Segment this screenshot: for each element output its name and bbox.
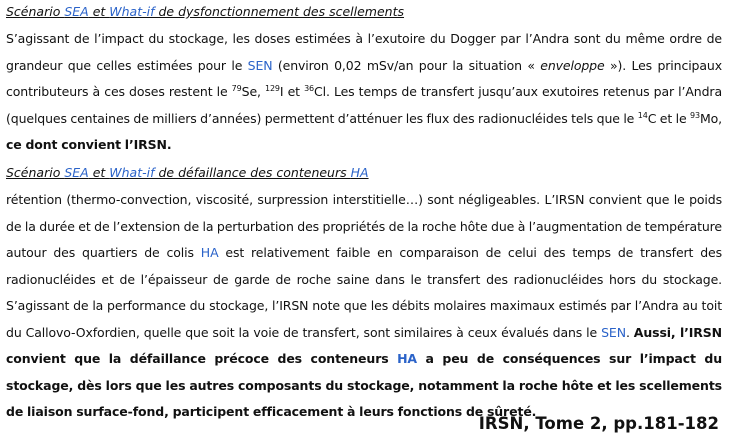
source-citation: IRSN, Tome 2, pp.181-182 [478,414,719,433]
term-enveloppe: enveloppe [540,57,605,73]
section-sealing-malfunction [6,4,722,159]
acronym-sea: SEA [64,165,89,180]
acronym-sen: SEN [601,324,626,340]
term-what-if: What-if [109,4,155,19]
section-paragraph: rétention (thermo-convection, viscosité, surpression interstitielle…) sont négligeables. L’IRSN convient que le poids de la durée et de l’extension de la perturbation des propriétés de la roche hôte due à l’augmentation de température autour des quartiers de colis HA est relativement faible en comparaison de celui des temps de transfert des radionucléides et de l’épaisseur de garde de roche saine dans le transfert des radionucléides hors du stockage. S’agissant de la performance du stockage, l’IRSN note que les débits molaires maximaux estimés par l’Andra au toit du Callovo-Oxfordien, quelle que soit la voie de transfert, sont similaires à ceux évalués dans le SEN. Aussi, l’IRSN convient que la défaillance précoce des conteneurs HA a peu de conséquences sur l’impact du stockage, dès lors que les autres composants du stockage, notamment la roche hôte et les scellements de liaison surface-fond, participent efficacement à leurs fonctions de sûreté. [6,192,722,419]
term-what-if: What-if [109,165,155,180]
section-container-failure [6,165,722,426]
acronym-sea: SEA [64,4,89,19]
section-heading: Scénario SEA et What-if de défaillance des conteneurs HA [6,165,369,180]
acronym-ha: HA [397,351,417,366]
section-paragraph: S’agissant de l’impact du stockage, les doses estimées à l’exutoire du Dogger par l’Andra sont du même ordre de grandeur que celles estimées pour le SEN (environ 0,02 mSv/an pour la situation « enveloppe »). Les principaux contributeurs à ces doses restent le $^{79}$Se, $^{129}$I et $^{36}$Cl. Les temps de transfert jusqu’aux exutoires retenus par l’Andra (quelques centaines de milliers d’années) permettent d’atténuer les flux des radionucléides tels que le $^{14}$C et le $^{93}$Mo, ce dont convient l’IRSN. [6,31,722,152]
acronym-sen: SEN [247,57,273,73]
acronym-ha: HA [200,245,219,260]
conclusion-text: Aussi, l’IRSN convient que la défaillance précoce des conteneurs HA a peu de conséquences sur l’impact du stockage, dès lors que les autres composants du stockage, notamment la roche hôte et les scellements de liaison surface-fond, participent efficacement à leurs fonctions de sûreté. [6,324,722,419]
section-heading: Scénario SEA et What-if de dysfonctionnement des scellements [6,4,405,19]
acronym-ha: HA [350,165,369,180]
conclusion-text: ce dont convient l’IRSN. [6,137,172,152]
